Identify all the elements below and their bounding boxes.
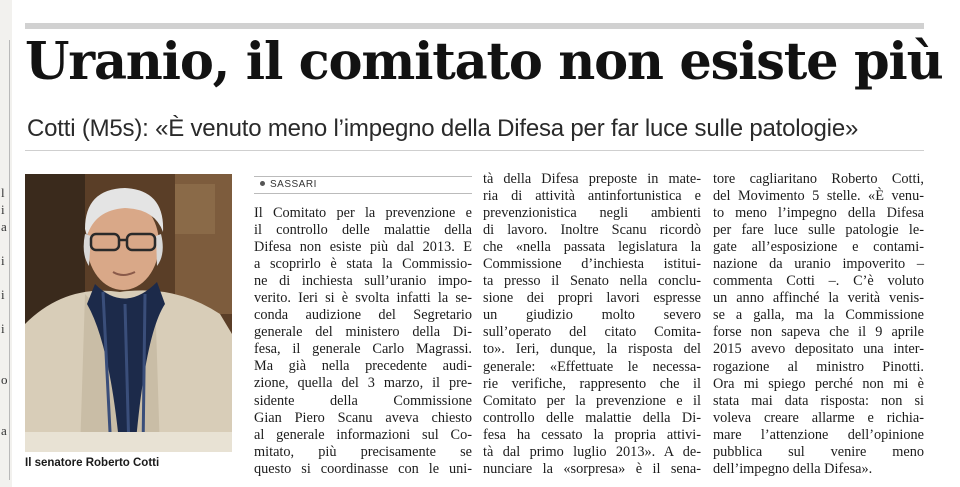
text-line: gate all’esposizione e contami-: [713, 239, 924, 256]
text-line: Ma già nella precedente audi-: [254, 358, 472, 375]
text-line: a scoprirlo è stata la Commissio-: [254, 256, 472, 273]
text-line: fesa ha cessato la propria attivi-: [483, 426, 701, 443]
text-line: se a galla, ma la Commissione: [713, 307, 924, 324]
text-line: prevenzionistica negli ambienti: [483, 205, 701, 222]
portrait-illustration: [25, 174, 232, 452]
text-line: stata mai data risposta: non si: [713, 392, 924, 409]
text-line: zione, quella del 3 marzo, il pre-: [254, 375, 472, 392]
text-line: rogazione al ministro Pinotti.: [713, 358, 924, 375]
text-line: Commissione d’inchiesta istitui-: [483, 256, 701, 273]
text-line: un giudizio molto severo: [483, 307, 701, 324]
headline: Uranio, il comitato non esiste più: [25, 32, 943, 92]
top-rule-bar: [25, 23, 924, 29]
text-line: conda audizione del Segretario: [254, 307, 472, 324]
text-line: rie verifiche, rappresento che il: [483, 375, 701, 392]
margin-fragment: a: [1, 219, 7, 234]
margin-fragment: o: [1, 372, 8, 387]
margin-fragment: a: [1, 423, 7, 438]
section-label-text: SASSARI: [270, 179, 317, 190]
text-line: del Movimento 5 stelle. «È venu-: [713, 188, 924, 205]
text-line: nunciare la «sorpresa» è il sena-: [483, 460, 701, 477]
text-line: mare l’attenzione dell’opinione: [713, 426, 924, 443]
text-line: fesa, il generale Carlo Magrassi.: [254, 341, 472, 358]
text-line: di lavoro. Inoltre Scanu ricordò: [483, 222, 701, 239]
column-rule: [9, 40, 10, 480]
text-line: mitato, più precisamente se: [254, 443, 472, 460]
text-line: to meno l’impegno della Difesa: [713, 205, 924, 222]
text-line: Ora mi spiego perché non mi è: [713, 375, 924, 392]
subtitle: Cotti (M5s): «È venuto meno l’impegno della Difesa per far luce sulle patologie»: [27, 115, 859, 142]
text-line: 2015 avevo depositato una inter-: [713, 341, 924, 358]
text-line: Comitato per la prevenzione e il: [483, 392, 701, 409]
text-line: ria di attività antinfortunistica e: [483, 188, 701, 205]
section-label: [254, 176, 472, 194]
text-line: commenta Cotti –. C’è voluto: [713, 273, 924, 290]
photo-caption: Il senatore Roberto Cotti: [25, 457, 160, 469]
text-line: sull’operato del citato Comita-: [483, 324, 701, 341]
margin-fragment: i: [1, 321, 5, 336]
article-column-1: [254, 205, 472, 478]
margin-fragment: i: [1, 253, 5, 268]
text-line: tà della Difesa preposte in mate-: [483, 171, 701, 187]
bullet-icon: [260, 181, 265, 186]
text-line: generale: «Effettuate le necessa-: [483, 358, 701, 375]
text-line: per fare luce sulle patologie le-: [713, 222, 924, 239]
text-line: generale del ministero della Di-: [254, 324, 472, 341]
text-line: ta presso il Senato nella conclu-: [483, 273, 701, 290]
text-line: dell’impegno della Difesa».: [713, 460, 873, 477]
margin-fragment: l: [1, 185, 5, 200]
text-line: forse non sapeva che il 9 aprile: [713, 324, 924, 341]
text-line: controllo delle malattie della Di-: [483, 409, 701, 426]
text-line: pubblica sul venire meno: [713, 443, 924, 460]
margin-fragment: i: [1, 202, 5, 217]
text-line: ne di inchiesta sull’uranio impo-: [254, 273, 472, 290]
adjacent-page-strip: [0, 0, 12, 487]
text-line: Gian Piero Scanu aveva chiesto: [254, 409, 472, 426]
text-line: il controllo delle malattie della: [254, 222, 472, 239]
text-line: nazione da uranio impoverito –: [713, 256, 924, 273]
text-line: tore cagliaritano Roberto Cotti,: [713, 171, 924, 187]
text-line: sidente della Commissione: [254, 392, 472, 409]
header-divider: [25, 150, 924, 151]
margin-fragment: i: [1, 287, 5, 302]
text-line: sione dei propri lavori espresse: [483, 290, 701, 307]
text-line: verito. Ieri si è svolta infatti la se-: [254, 290, 472, 307]
senator-photo: [25, 174, 232, 452]
text-line: to». Ieri, dunque, la risposta del: [483, 341, 701, 358]
text-line: al generale informazioni sul Co-: [254, 426, 472, 443]
text-line: Difesa non esiste più dal 2013. E: [254, 239, 472, 256]
text-line: un anno affinché la verità venis-: [713, 290, 924, 307]
text-line: tà dal primo luglio 2013». A de-: [483, 443, 701, 460]
text-line: che «nella passata legislatura la: [483, 239, 701, 256]
article-column-2: [483, 171, 701, 478]
text-line: voleva creare allarme e richia-: [713, 409, 924, 426]
text-line: questo si coordinasse con le uni-: [254, 460, 472, 477]
article-column-3: [713, 171, 924, 478]
text-line: Il Comitato per la prevenzione e: [254, 205, 472, 221]
